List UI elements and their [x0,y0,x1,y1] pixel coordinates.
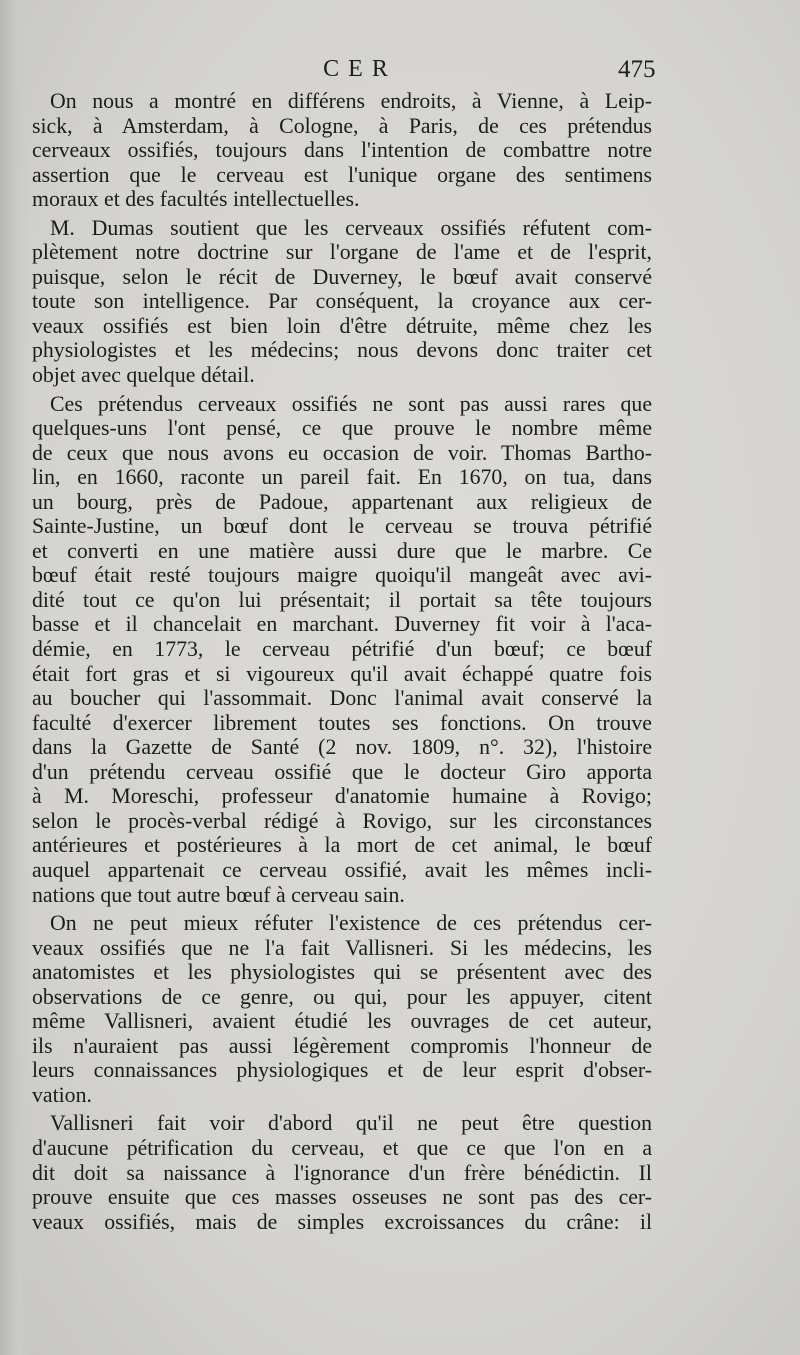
text-line: M. Dumas soutient que les cerveaux ossifiés réfutent com- [50,215,652,240]
text-line: leurs connaissances physiologiques et de leur esprit d'obser- [32,1058,652,1083]
text-line: démie, en 1773, le cerveau pétrifié d'un bœuf; ce bœuf [32,637,652,662]
text-line: anatomistes et les physiologistes qui se présentent avec des [32,960,652,985]
text-line: à M. Moreschi, professeur d'anatomie humaine à Rovigo; [32,784,652,809]
text-line: dans la Gazette de Santé (2 nov. 1809, n°. 32), l'histoire [32,735,652,760]
text-line: lin, en 1660, raconte un pareil fait. En 1670, on tua, dans [32,465,652,490]
text-line: dité tout ce qu'on lui présentait; il portait sa tête toujours [32,587,652,612]
text-line: plètement notre doctrine sur l'organe de l'ame et de l'esprit, [32,240,652,265]
text-line: Ces prétendus cerveaux ossifiés ne sont pas aussi rares que [50,391,652,416]
page-number: 475 [618,56,656,83]
text-line: On nous a montré en différens endroits, à Vienne, à Leip- [50,89,652,113]
text-line: toute son intelligence. Par conséquent, la croyance aux cer- [32,289,652,314]
running-head [30,56,790,90]
text-line: moraux et des facultés intellectuelles. [32,187,360,212]
text-line: même Vallisneri, avaient étudié les ouvrages de cet auteur, [32,1009,652,1034]
text-line: sick, à Amsterdam, à Cologne, à Paris, de ces prétendus [32,113,652,138]
paragraph [32,89,652,212]
running-head-title: CER [323,56,397,82]
text-line: auquel appartenait ce cerveau ossifié, avait les mêmes incli- [32,857,652,882]
text-line: un bourg, près de Padoue, appartenant aux religieux de [32,489,652,514]
page-gutter-shadow [0,0,30,1355]
text-line: prouve ensuite que ces masses osseuses ne sont pas des cer- [32,1185,652,1210]
text-line: veaux ossifiés, mais de simples excroissances du crâne: il [32,1209,652,1234]
text-line: cerveaux ossifiés, toujours dans l'intention de combattre notre [32,138,652,163]
text-line: quelques-uns l'ont pensé, ce que prouve le nombre même [32,416,652,441]
text-line: de ceux que nous avons eu occasion de voir. Thomas Bartho- [32,440,652,465]
text-line: Vallisneri fait voir d'abord qu'il ne peut être question [50,1111,652,1136]
text-line: On ne peut mieux réfuter l'existence de ces prétendus cer- [50,911,652,936]
text-line: vation. [32,1082,92,1107]
text-line: dit doit sa naissance à l'ignorance d'un frère bénédictin. Il [32,1160,652,1185]
text-line: ils n'auraient pas aussi légèrement compromis l'honneur de [32,1033,652,1058]
text-line: veaux ossifiés que ne l'a fait Vallisneri. Si les médecins, les [32,935,652,960]
text-line: était fort gras et si vigoureux qu'il avait échappé quatre fois [32,661,652,686]
text-line: objet avec quelque détail. [32,363,255,388]
text-line: basse et il chancelait en marchant. Duverney fit voir à l'aca- [32,612,652,637]
text-line: Sainte-Justine, un bœuf dont le cerveau se trouva pétrifié [32,514,652,539]
text-line: puisque, selon le récit de Duverney, le bœuf avait conservé [32,264,652,289]
paragraph [32,1111,652,1234]
text-line: nations que tout autre bœuf à cerveau sain. [32,882,405,907]
text-line: bœuf était resté toujours maigre quoiqu'il mangeât avec avi- [32,563,652,588]
text-line: antérieures et postérieures à la mort de cet animal, le bœuf [32,833,652,858]
text-line: veaux ossifiés est bien loin d'être détruite, même chez les [32,313,652,338]
text-line: au boucher qui l'assommait. Donc l'animal avait conservé la [32,686,652,711]
text-line: et converti en une matière aussi dure que le marbre. Ce [32,538,652,563]
body-text [32,89,652,1238]
text-line: observations de ce genre, ou qui, pour les appuyer, citent [32,984,652,1009]
text-line: faculté d'exercer librement toutes ses fonctions. On trouve [32,710,652,735]
paragraph [32,392,652,907]
text-line: selon le procès-verbal rédigé à Rovigo, sur les circonstances [32,808,652,833]
text-line: physiologistes et les médecins; nous devons donc traiter cet [32,338,652,363]
paragraph [32,216,652,388]
text-line: d'un prétendu cerveau ossifié que le docteur Giro apporta [32,759,652,784]
text-line: assertion que le cerveau est l'unique organe des sentimens [32,162,652,187]
paragraph [32,911,652,1107]
text-line: d'aucune pétrification du cerveau, et que ce que l'on en a [32,1135,652,1160]
